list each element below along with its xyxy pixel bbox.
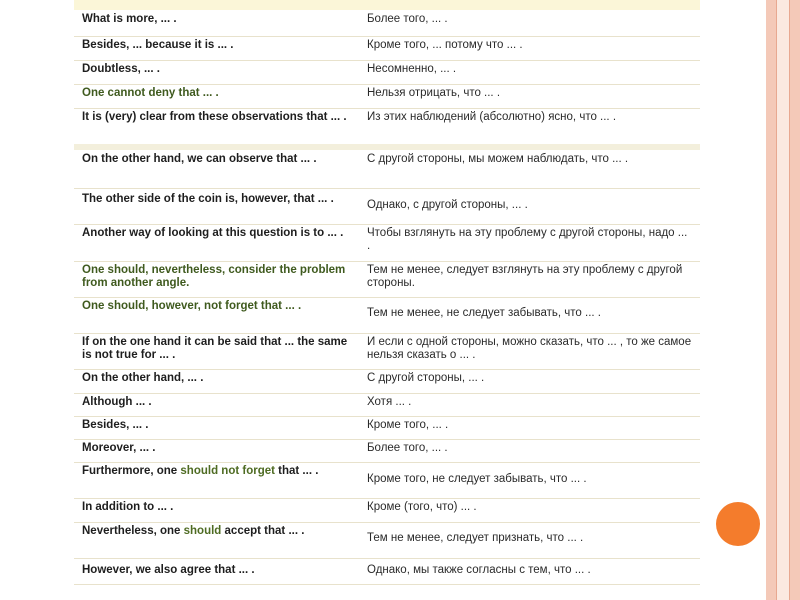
table-row: [74, 261, 700, 298]
table-row: [74, 369, 700, 394]
russian-translation: Тем не менее, не следует забывать, что ... .: [367, 307, 601, 319]
english-phrase: If on the one hand it can be said that ... the same is not true for ... .: [82, 336, 348, 361]
english-phrase: [82, 465, 357, 478]
orange-circle-decoration: [716, 502, 760, 546]
russian-translation: Нельзя отрицать, что ... .: [367, 87, 501, 99]
russian-translation: Чтобы взглянуть на эту проблему с другой стороны, надо ... .: [367, 227, 688, 252]
english-phrase: In addition to ... .: [82, 501, 174, 513]
table-row: [74, 439, 700, 463]
phrase-part: accept that ... .: [221, 525, 305, 537]
table-row: [74, 333, 700, 370]
phrase-table: [74, 0, 700, 590]
english-phrase: One should, nevertheless, consider the problem from another angle.: [82, 264, 346, 289]
russian-translation: Тем не менее, следует признать, что ... .: [367, 532, 584, 544]
english-phrase: Besides, ... because it is ... .: [82, 39, 234, 51]
russian-translation: Тем не менее, следует взглянуть на эту проблему с другой стороны.: [367, 264, 683, 289]
table-row: [74, 10, 700, 37]
phrase-highlight: should: [183, 525, 222, 537]
english-phrase: Moreover, ... .: [82, 442, 156, 454]
russian-translation: Несомненно, ... .: [367, 63, 457, 75]
english-phrase: On the other hand, ... .: [82, 372, 204, 384]
english-phrase: Besides, ... .: [82, 419, 149, 431]
english-phrase: One cannot deny that ... .: [82, 87, 219, 99]
table-row: [74, 60, 700, 85]
english-phrase: The other side of the coin is, however, that ... .: [82, 193, 334, 205]
table-top-strip: [74, 0, 700, 10]
russian-translation: Хотя ... .: [367, 396, 412, 408]
english-phrase: Although ... .: [82, 396, 152, 408]
english-phrase: What is more, ... .: [82, 13, 177, 25]
russian-translation: Кроме того, ... .: [367, 419, 449, 431]
table-row: [74, 108, 700, 150]
right-border-stripe: [776, 0, 790, 600]
english-phrase: On the other hand, we can observe that ... .: [82, 153, 317, 165]
english-phrase: [82, 525, 357, 538]
russian-translation: С другой стороны, мы можем наблюдать, что ... .: [367, 153, 629, 165]
table-row: [74, 498, 700, 523]
russian-translation: Более того, ... .: [367, 13, 448, 25]
russian-translation: И если с одной стороны, можно сказать, что ... , то же самое нельзя сказать о ... .: [367, 336, 692, 361]
russian-translation: Более того, ... .: [367, 442, 448, 454]
phrase-part: that ... .: [274, 465, 319, 477]
table-row: [74, 462, 700, 499]
russian-translation: Кроме того, ... потому что ... .: [367, 39, 523, 51]
english-phrase: However, we also agree that ... .: [82, 564, 255, 576]
russian-translation: Однако, с другой стороны, ... .: [367, 199, 528, 211]
russian-translation: Однако, мы также согласны с тем, что ... .: [367, 564, 591, 576]
phrase-part: Nevertheless, one: [82, 525, 184, 537]
table-row: [74, 84, 700, 109]
russian-translation: Кроме того, не следует забывать, что ... .: [367, 473, 587, 485]
russian-translation: Из этих наблюдений (абсолютно) ясно, что ... .: [367, 111, 617, 123]
phrase-highlight: should not forget: [180, 465, 275, 477]
table-row: [74, 297, 700, 334]
table-row: [74, 393, 700, 417]
table-row: [74, 36, 700, 61]
table-row: [74, 416, 700, 440]
russian-translation: Кроме (того, что) ... .: [367, 501, 477, 513]
english-phrase: Another way of looking at this question is to ... .: [82, 227, 344, 239]
english-phrase: One should, however, not forget that ... .: [82, 300, 302, 312]
table-row: [74, 188, 700, 225]
english-phrase: Doubtless, ... .: [82, 63, 160, 75]
table-row: [74, 224, 700, 262]
english-phrase: It is (very) clear from these observations that ... .: [82, 111, 347, 123]
table-row: [74, 150, 700, 189]
phrase-part: Furthermore, one: [82, 465, 181, 477]
table-row: [74, 522, 700, 559]
table-row: [74, 558, 700, 585]
russian-translation: С другой стороны, ... .: [367, 372, 485, 384]
